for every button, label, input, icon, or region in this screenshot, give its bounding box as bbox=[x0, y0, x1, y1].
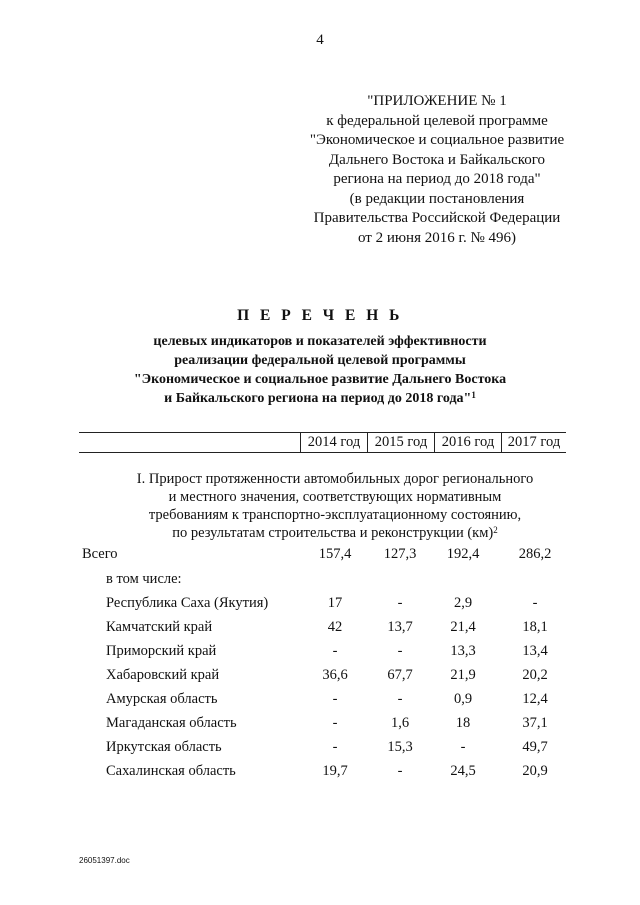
cell-2015: - bbox=[397, 691, 403, 707]
cell-2017: 37,1 bbox=[522, 715, 548, 731]
cell-2017: 286,2 bbox=[518, 546, 552, 562]
cell-2017: 12,4 bbox=[522, 691, 548, 707]
table-row bbox=[0, 595, 640, 615]
cell-2014: 19,7 bbox=[322, 763, 348, 779]
appendix-line: региона на период до 2018 года" bbox=[333, 171, 541, 187]
row-label: Республика Саха (Якутия) bbox=[106, 595, 269, 611]
document-subtitle bbox=[0, 332, 640, 408]
footnote-mark: 1 bbox=[471, 390, 476, 400]
table-top-rule bbox=[79, 432, 566, 433]
cell-2014: - bbox=[332, 715, 338, 731]
table-row bbox=[0, 691, 640, 711]
cell-2015: - bbox=[397, 763, 403, 779]
section-line: I. Прирост протяженности автомобильных дорог регионального bbox=[136, 471, 534, 487]
cell-2014: - bbox=[332, 691, 338, 707]
cell-2015: 127,3 bbox=[383, 546, 417, 562]
appendix-line: к федеральной целевой программе bbox=[326, 112, 548, 129]
row-label: Магаданская область bbox=[106, 715, 237, 731]
appendix-line: (в редакции постановления bbox=[349, 190, 525, 207]
cell-2015: 67,7 bbox=[387, 667, 413, 683]
cell-2015: - bbox=[397, 595, 403, 611]
cell-2016: 21,9 bbox=[450, 667, 476, 683]
appendix-line: "ПРИЛОЖЕНИЕ № 1 bbox=[367, 93, 507, 109]
cell-2015: - bbox=[397, 643, 403, 659]
section-heading bbox=[100, 470, 570, 542]
appendix-line: Дальнего Востока и Байкальского bbox=[328, 151, 546, 168]
cell-2016: 24,5 bbox=[450, 763, 476, 779]
table-header-bottom-rule bbox=[79, 452, 566, 453]
cell-2016: 192,4 bbox=[446, 546, 480, 562]
cell-2016: 21,4 bbox=[450, 619, 476, 635]
appendix-line: Правительства Российской Федерации bbox=[313, 210, 561, 226]
subtitle-line: "Экономическое и социальное развитие Дальнего Востока bbox=[133, 372, 507, 387]
cell-2014: - bbox=[332, 739, 338, 755]
file-reference: 26051397.doc bbox=[79, 856, 130, 865]
document-title: П Е Р Е Ч Е Н Ь bbox=[237, 307, 403, 324]
column-header-2017: 2017 год bbox=[507, 434, 561, 450]
column-header-2016: 2016 год bbox=[441, 434, 495, 450]
table-row bbox=[0, 619, 640, 639]
footnote-mark: 2 bbox=[493, 525, 498, 535]
section-line: и местного значения, соответствующих нормативным bbox=[168, 489, 502, 505]
cell-2014: - bbox=[332, 643, 338, 659]
row-label: Сахалинская область bbox=[106, 763, 236, 779]
cell-2015: 13,7 bbox=[387, 619, 413, 635]
cell-2017: 49,7 bbox=[522, 739, 548, 755]
row-label: Хабаровский край bbox=[106, 667, 220, 683]
cell-2015: 1,6 bbox=[390, 715, 410, 731]
cell-2014: 42 bbox=[327, 619, 343, 635]
table-row bbox=[0, 643, 640, 663]
section-line: требованиям к транспортно-эксплуатационному состоянию, bbox=[148, 507, 522, 523]
cell-2014: 17 bbox=[327, 595, 343, 611]
row-label: Приморский край bbox=[106, 643, 217, 659]
appendix-line: "Экономическое и социальное развитие bbox=[309, 132, 565, 148]
table-row bbox=[0, 763, 640, 783]
column-header-2014: 2014 год bbox=[307, 434, 361, 450]
table-row-total bbox=[0, 546, 640, 566]
cell-2017: 18,1 bbox=[522, 619, 548, 635]
subtitle-line: целевых индикаторов и показателей эффективности bbox=[153, 334, 487, 349]
cell-2016: 0,9 bbox=[453, 691, 473, 707]
cell-2016: 18 bbox=[455, 715, 471, 731]
cell-2017: - bbox=[532, 595, 538, 611]
table-row bbox=[0, 739, 640, 759]
including-label: в том числе: bbox=[106, 571, 182, 587]
cell-2017: 13,4 bbox=[522, 643, 548, 659]
cell-2016: 2,9 bbox=[453, 595, 473, 611]
cell-2017: 20,9 bbox=[522, 763, 548, 779]
cell-2017: 20,2 bbox=[522, 667, 548, 683]
column-header-2015: 2015 год bbox=[374, 434, 428, 450]
appendix-header bbox=[282, 92, 592, 248]
row-label: Иркутская область bbox=[106, 739, 222, 755]
page-number: 4 bbox=[316, 32, 324, 48]
cell-2016: 13,3 bbox=[450, 643, 476, 659]
table-row bbox=[0, 667, 640, 687]
cell-2015: 15,3 bbox=[387, 739, 413, 755]
table-row bbox=[0, 715, 640, 735]
section-line: по результатам строительства и реконструкции (км)$^2$ bbox=[172, 525, 498, 541]
row-label: Камчатский край bbox=[106, 619, 213, 635]
cell-2016: - bbox=[460, 739, 466, 755]
subtitle-line: реализации федеральной целевой программы bbox=[174, 353, 466, 368]
row-label: Всего bbox=[82, 546, 118, 562]
row-label: Амурская область bbox=[106, 691, 218, 707]
cell-2014: 157,4 bbox=[318, 546, 352, 562]
appendix-line: от 2 июня 2016 г. № 496) bbox=[357, 229, 517, 246]
including-row bbox=[0, 571, 640, 591]
subtitle-line: и Байкальского региона на период до 2018 года"$^1$ bbox=[164, 390, 476, 406]
cell-2014: 36,6 bbox=[322, 667, 348, 683]
